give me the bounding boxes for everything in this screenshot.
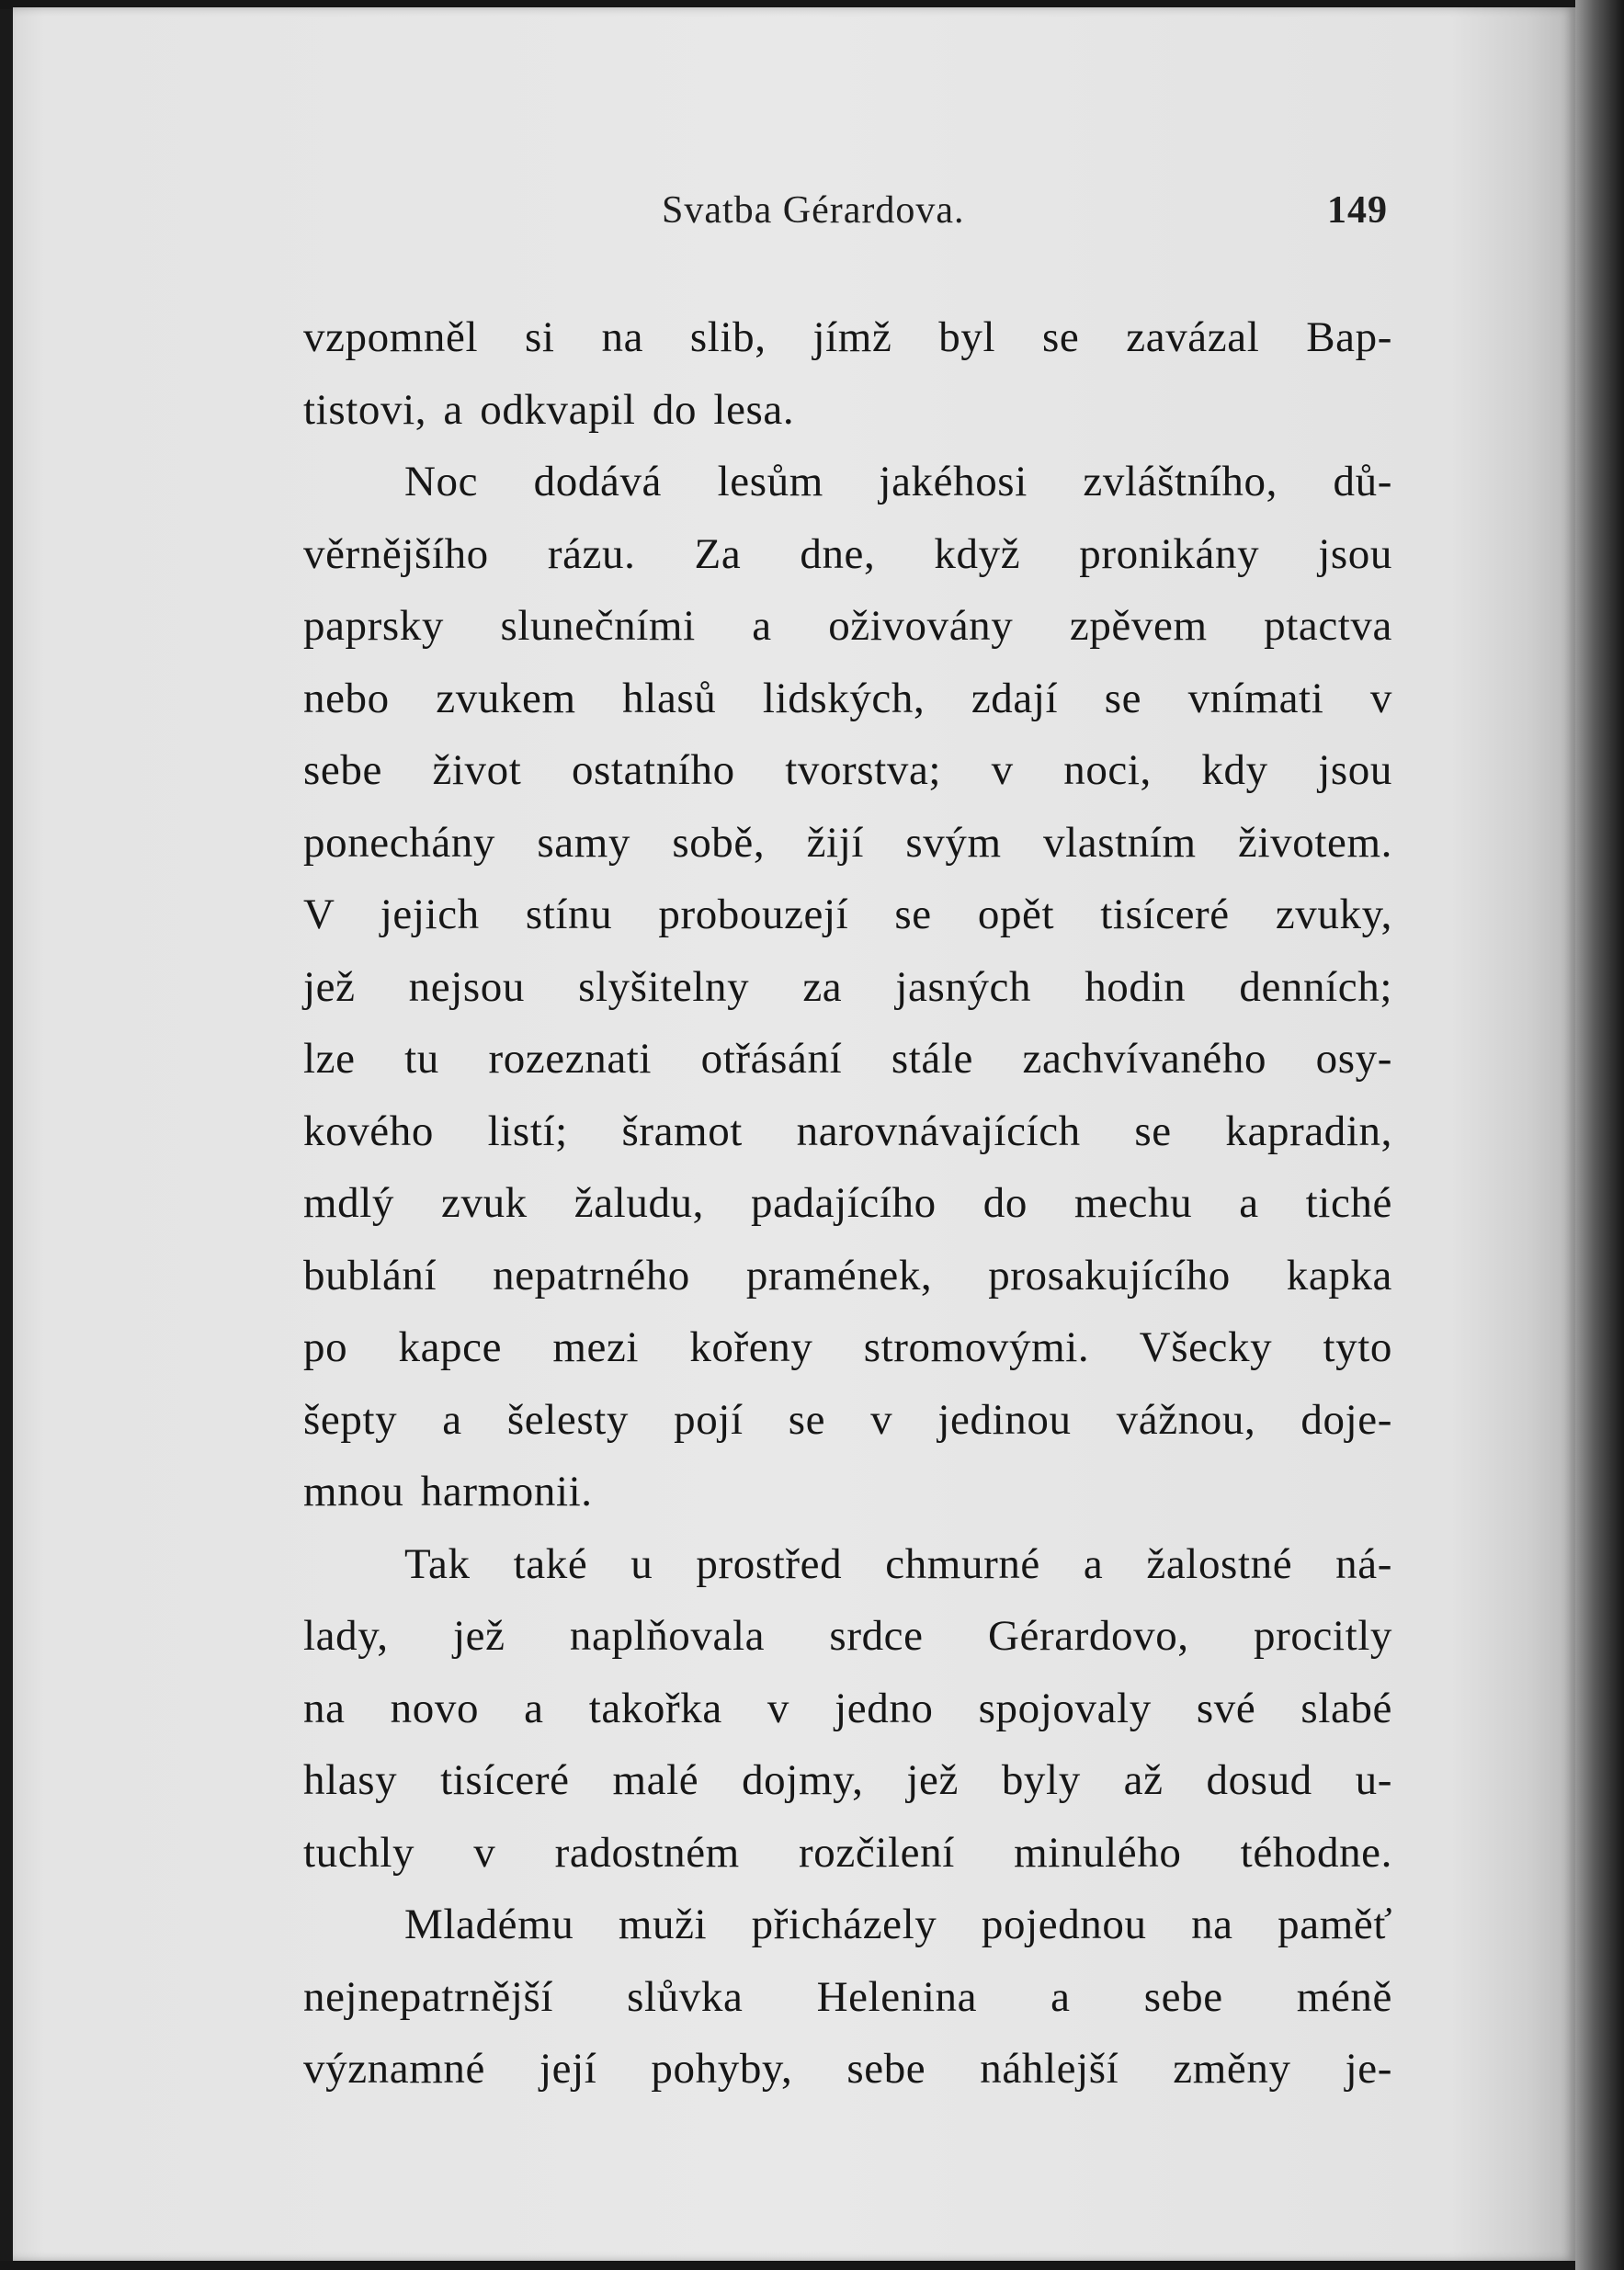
text-line: lze tu rozeznati otřásání stále zachvívaného osy- bbox=[303, 1035, 1392, 1083]
text-line: nejnepatrnější slůvka Helenina a sebe méně bbox=[303, 1972, 1392, 2021]
paragraph-start-line: Tak také u prostřed chmurné a žalostné ná- bbox=[404, 1539, 1392, 1588]
text-line: lady, jež naplňovala srdce Gérardovo, procitly bbox=[303, 1612, 1392, 1660]
text-line: V jejich stínu probouzejí se opět tisíceré zvuky, bbox=[303, 891, 1392, 938]
page-number: 149 bbox=[1327, 189, 1388, 232]
text-line: kového listí; šramot narovnávajících se kapradin, bbox=[303, 1107, 1392, 1155]
text-line: vzpomněl si na slib, jímž byl se zavázal Bap- bbox=[303, 313, 1392, 361]
scan-bottom-border bbox=[0, 2261, 1624, 2270]
book-spine-shadow bbox=[1575, 0, 1624, 2270]
text-line: na novo a takořka v jedno spojovaly své slabé bbox=[303, 1684, 1392, 1732]
text-line: mnou harmonii. bbox=[303, 1468, 593, 1515]
running-title: Svatba Gérardova. bbox=[662, 189, 965, 232]
text-line: věrnějšího rázu. Za dne, když pronikány jsou bbox=[303, 529, 1392, 578]
text-line: sebe život ostatního tvorstva; v noci, kdy jsou bbox=[303, 746, 1392, 794]
body-text bbox=[303, 301, 1392, 2105]
text-line: jež nejsou slyšitelny za jasných hodin denních; bbox=[303, 962, 1392, 1011]
text-line: tuchly v radostném rozčilení minulého téhodne. bbox=[303, 1828, 1392, 1877]
text-line: významné její pohyby, sebe náhlejší změny je- bbox=[303, 2045, 1392, 2093]
paragraph-start-line: Mladému muži přicházely pojednou na paměť bbox=[404, 1901, 1392, 1948]
text-line: mdlý zvuk žaludu, padajícího do mechu a tiché bbox=[303, 1179, 1392, 1227]
text-line: ponechány samy sobě, žijí svým vlastním životem. bbox=[303, 818, 1392, 867]
paragraph-start-line: Noc dodává lesům jakéhosi zvláštního, dů- bbox=[404, 458, 1392, 505]
running-head bbox=[303, 188, 1388, 244]
text-line: po kapce mezi kořeny stromovými. Všecky tyto bbox=[303, 1323, 1392, 1371]
text-line: tistovi, a odkvapil do lesa. bbox=[303, 385, 795, 434]
scan-left-border bbox=[0, 0, 13, 2270]
text-line: hlasy tisíceré malé dojmy, jež byly až dosud u- bbox=[303, 1756, 1392, 1804]
text-line: bublání nepatrného pramének, prosakujícího kapka bbox=[303, 1251, 1392, 1300]
text-line: paprsky slunečními a oživovány zpěvem ptactva bbox=[303, 602, 1392, 650]
text-line: šepty a šelesty pojí se v jedinou vážnou, doje- bbox=[303, 1395, 1392, 1444]
text-line: nebo zvukem hlasů lidských, zdají se vnímati v bbox=[303, 674, 1392, 722]
